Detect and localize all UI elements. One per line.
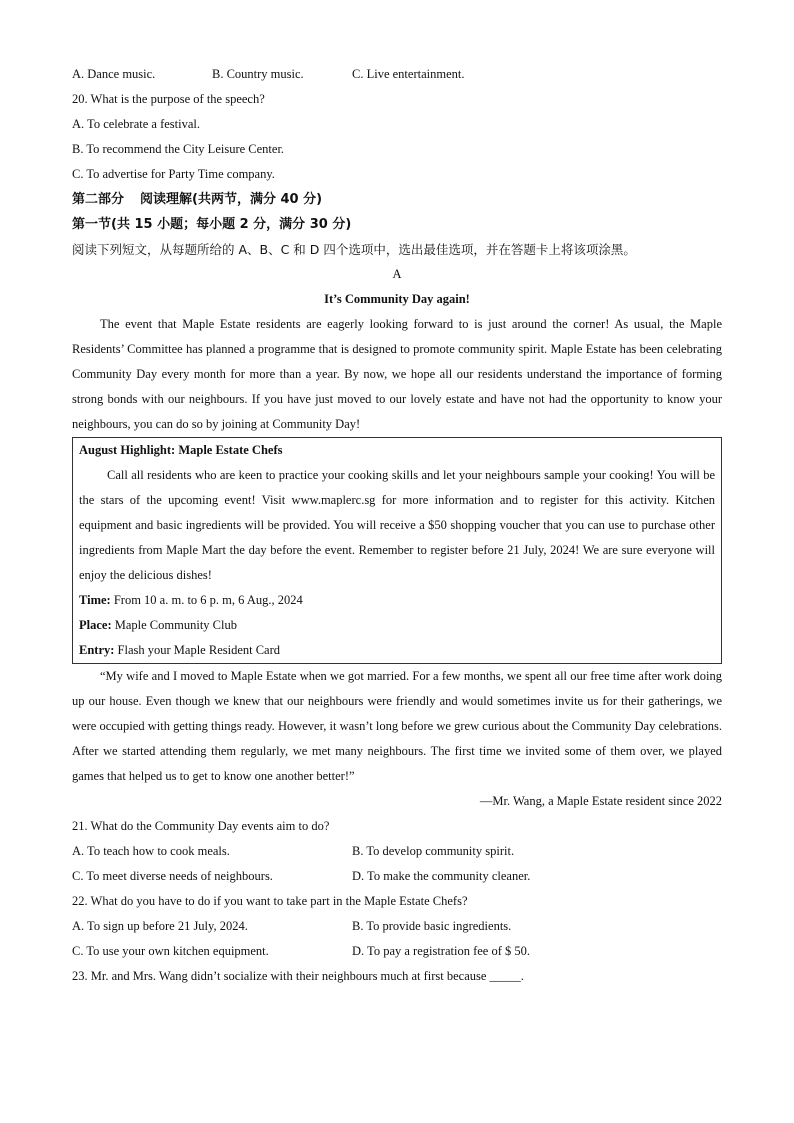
- q20-option-b: B. To recommend the City Leisure Center.: [72, 142, 285, 156]
- option-b: B. To provide basic ingredients.: [352, 919, 512, 933]
- box-heading: August Highlight: Maple Estate Chefs: [79, 443, 283, 457]
- option-a: A. To teach how to cook meals.: [72, 844, 230, 858]
- entry-value: Flash your Maple Resident Card: [117, 643, 281, 657]
- box-place: [79, 613, 715, 638]
- q22-question: 22. What do you have to do if you want to take part in the Maple Estate Chefs?: [72, 894, 468, 908]
- q20-option-a: A. To celebrate a festival.: [72, 117, 201, 131]
- option-c: C. To use your own kitchen equipment.: [72, 944, 269, 958]
- q23-question: 23. Mr. and Mrs. Wang didn’t socialize with their neighbours much at first because _____.: [72, 969, 524, 983]
- exam-page: [72, 62, 722, 989]
- option-b: B. Country music.: [212, 67, 304, 81]
- section-heading: 第一节(共 15 小题；每小题 2 分，满分 30 分): [72, 217, 352, 232]
- box-entry: [79, 638, 715, 663]
- passage-title: It’s Community Day again!: [324, 292, 470, 306]
- box-body: Call all residents who are keen to practice your cooking skills and let your neighbours sample your cooking! You will be the stars of the upcoming event! Visit www.maplerc.sg for more information and to register for this activity. Kitchen equipment and basic ingredients will be provided. You will receive a $50 shopping voucher that you can use to purchase other ingredients from Maple Mart the day before the event. Remember to register before 21 July, 2024! We are sure everyone will enjoy the delicious dishes!: [79, 468, 715, 582]
- resident-quote: “My wife and I moved to Maple Estate when we got married. For a few months, we spent all our free time after work doing up our house. Even though we knew that our neighbours were friendly and would sometimes invite us for their gatherings, we were occupied with getting things ready. However, it wasn’t long before we grew curious about the Community Day celebrations. After we started attending them regularly, we met many neighbours. The first time we invited some of them over, we played games that helped us to get to know one another better!”: [72, 669, 722, 783]
- part-title: 阅读理解(共两节，满分 40 分): [140, 192, 323, 207]
- q21-options-row2: [72, 864, 722, 889]
- q21-question: 21. What do the Community Day events aim to do?: [72, 819, 330, 833]
- place-value: Maple Community Club: [114, 618, 237, 632]
- box-time: [79, 588, 715, 613]
- instruction: 阅读下列短文，从每题所给的 A、B、C 和 D 四个选项中，选出最佳选项，并在答题卡上将该项涂黑。: [72, 242, 636, 257]
- option-a: A. Dance music.: [72, 67, 156, 81]
- q22-options-row1: [72, 914, 722, 939]
- q22-options-row2: [72, 939, 722, 964]
- place-label: Place:: [79, 618, 112, 632]
- highlight-box: [72, 437, 722, 664]
- q19-options: [72, 62, 722, 87]
- part-heading: [72, 187, 722, 212]
- passage-letter: A: [392, 267, 402, 281]
- option-c: C. Live entertainment.: [352, 67, 465, 81]
- option-a: A. To sign up before 21 July, 2024.: [72, 919, 248, 933]
- time-label: Time:: [79, 593, 111, 607]
- option-d: D. To pay a registration fee of $ 50.: [352, 944, 531, 958]
- option-c: C. To meet diverse needs of neighbours.: [72, 869, 273, 883]
- option-d: D. To make the community cleaner.: [352, 869, 531, 883]
- entry-label: Entry:: [79, 643, 115, 657]
- part-number: 第二部分: [72, 192, 125, 207]
- q21-options-row1: [72, 839, 722, 864]
- time-value: From 10 a. m. to 6 p. m, 6 Aug., 2024: [113, 593, 303, 607]
- quote-attribution: —Mr. Wang, a Maple Estate resident since 2022: [479, 794, 722, 808]
- option-b: B. To develop community spirit.: [352, 844, 515, 858]
- passage-intro: The event that Maple Estate residents are eagerly looking forward to is just around the corner! As usual, the Maple Residents’ Committee has planned a programme that is designed to promote community spirit. Maple Estate has been celebrating Community Day every month for more than a year. By now, we hope all our residents understand the importance of forming strong bonds with our neighbours. If you have just moved to our lovely estate and have not had the opportunity to know your neighbours, you can do so by joining at Community Day!: [72, 317, 722, 431]
- q20-question: 20. What is the purpose of the speech?: [72, 92, 265, 106]
- q20-option-c: C. To advertise for Party Time company.: [72, 167, 275, 181]
